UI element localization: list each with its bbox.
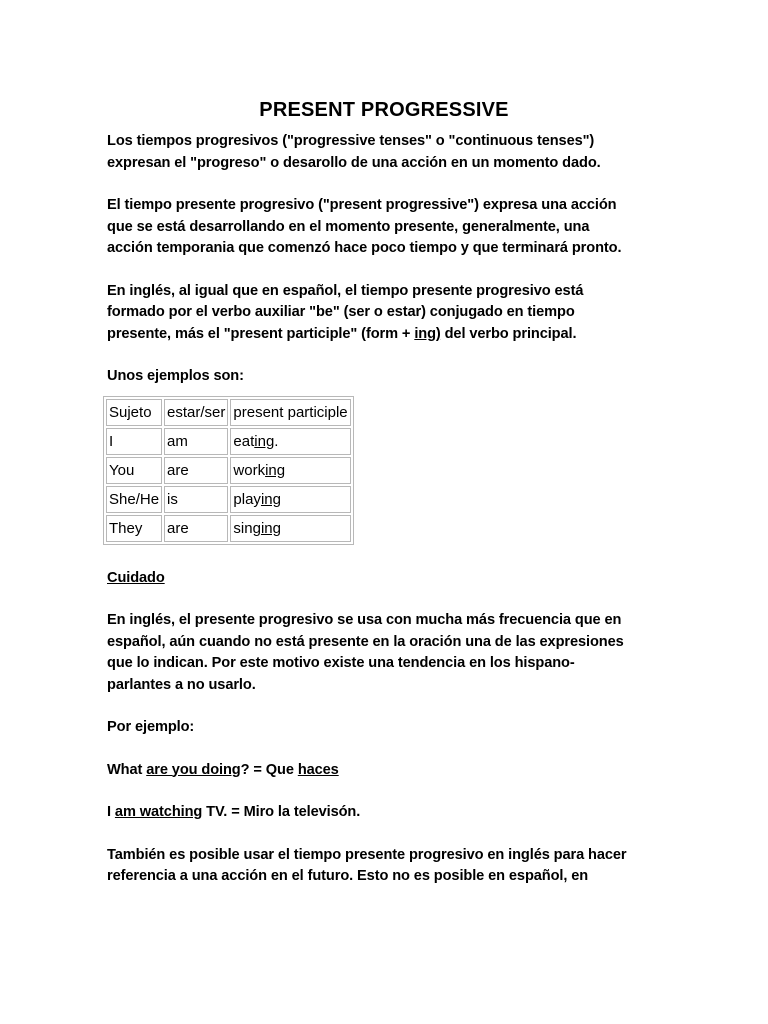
- text-line: En inglés, al igual que en español, el tiempo presente progresivo está: [107, 282, 584, 299]
- cell-participle: [230, 486, 350, 513]
- text-line: español, aún cuando no está presente en la oración una de las expresiones: [107, 633, 624, 650]
- examples-intro: Unos ejemplos son:: [107, 368, 244, 384]
- cell-participle: [230, 428, 350, 455]
- paragraph-definition: [107, 195, 661, 260]
- paragraph-future: [107, 845, 661, 888]
- example-sentence-2: [107, 802, 661, 824]
- cell-subject: She/He: [106, 486, 162, 513]
- example-intro: Por ejemplo:: [107, 719, 195, 735]
- text-segment: I: [107, 804, 115, 820]
- cell-verb: are: [164, 515, 228, 542]
- section-heading-cuidado: Cuidado: [107, 569, 165, 586]
- text-segment: del verbo principal.: [440, 325, 577, 342]
- cell-subject: I: [106, 428, 162, 455]
- text-line: referencia a una acción en el futuro. Esto no es posible en español, en: [107, 868, 589, 884]
- underlined-ing: ing): [414, 325, 441, 342]
- text-line: [107, 324, 661, 346]
- cell-participle: [230, 515, 350, 542]
- text-line: Los tiempos progresivos ("progressive tenses" o "continuous tenses"): [107, 133, 595, 149]
- example-sentence-1: [107, 760, 661, 782]
- text-segment: presente, más el "present participle" (form +: [107, 325, 415, 342]
- text-line: formado por el verbo auxiliar "be" (ser o estar) conjugado en tiempo: [107, 304, 575, 320]
- text-line: También es posible usar el tiempo presente progresivo en inglés para hacer: [107, 846, 627, 863]
- text-line: que se está desarrollando en el momento presente, generalmente, una: [107, 218, 590, 235]
- underlined-phrase: am watching: [114, 804, 203, 820]
- text-line: En inglés, el presente progresivo se usa con mucha más frecuencia que en: [107, 612, 622, 628]
- cell-verb: am: [164, 428, 228, 455]
- underlined-phrase: are you doing: [146, 761, 241, 778]
- table-header-row: [106, 399, 351, 426]
- participle-stem: sing: [233, 519, 261, 537]
- text-line: que lo indican. Por este motivo existe una tendencia en los hispano-: [107, 655, 575, 671]
- text-segment: What: [107, 761, 147, 778]
- participle-stem: play: [233, 490, 261, 508]
- text-line: expresan el "progreso" o desarollo de una acción en un momento dado.: [107, 154, 601, 171]
- header-cell-subject: Sujeto: [106, 399, 162, 426]
- table-row: [106, 515, 351, 542]
- table-row: [106, 457, 351, 484]
- underlined-phrase: haces: [297, 761, 339, 778]
- cell-verb: are: [164, 457, 228, 484]
- text-line: acción temporania que comenzó hace poco tiempo y que terminará pronto.: [107, 240, 622, 256]
- participle-ending: ing: [260, 519, 281, 537]
- cell-subject: You: [106, 457, 162, 484]
- text-line: parlantes a no usarlo.: [107, 676, 256, 693]
- table-row: [106, 486, 351, 513]
- text-segment: ? = Que: [240, 761, 298, 778]
- participle-ending: ing: [265, 461, 286, 479]
- header-cell-verb: estar/ser: [164, 399, 228, 426]
- page-title: PRESENT PROGRESSIVE: [259, 99, 509, 121]
- participle-tail: .: [274, 432, 279, 450]
- table-row: [106, 428, 351, 455]
- header-cell-participle: present participle: [230, 399, 350, 426]
- paragraph-intro: [107, 131, 661, 174]
- participle-stem: work: [233, 461, 266, 479]
- participle-ending: ing: [254, 432, 275, 450]
- paragraph-formation: [107, 281, 661, 346]
- cell-participle: [230, 457, 350, 484]
- participle-stem: eat: [233, 432, 255, 450]
- text-line: El tiempo presente progresivo ("present progressive") expresa una acción: [107, 197, 617, 213]
- paragraph-caution: [107, 610, 661, 696]
- examples-table: [103, 396, 354, 545]
- participle-ending: ing: [260, 490, 281, 508]
- cell-verb: is: [164, 486, 228, 513]
- cell-subject: They: [106, 515, 162, 542]
- text-segment: TV. = Miro la televisón.: [202, 804, 361, 820]
